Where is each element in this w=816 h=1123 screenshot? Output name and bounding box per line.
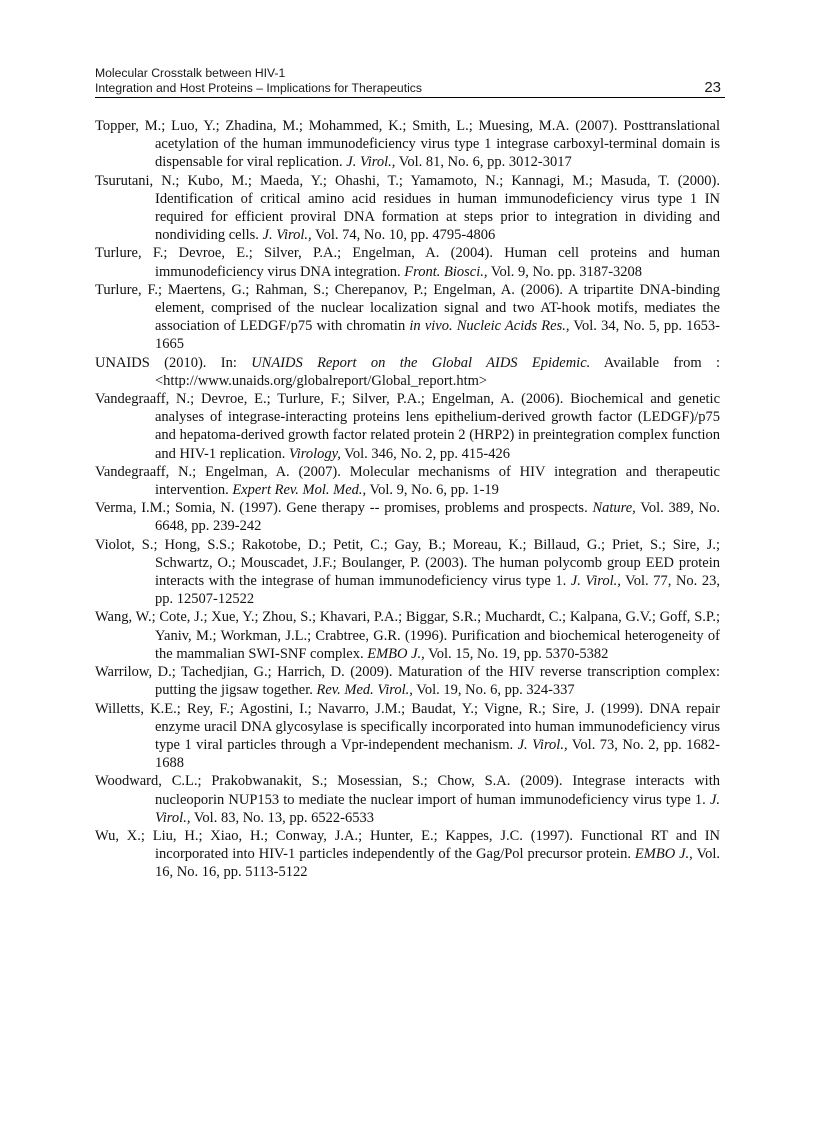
header-title-line-2: Integration and Host Proteins – Implications for Therapeutics: [95, 81, 422, 95]
reference-entry: UNAIDS (2010). In: UNAIDS Report on the Global AIDS Epidemic. Available from : <http://www.unaids.org/globalreport/Global_report.htm>: [95, 354, 720, 389]
reference-entry: Topper, M.; Luo, Y.; Zhadina, M.; Mohammed, K.; Smith, L.; Muesing, M.A. (2007). Posttranslational acetylation of the human immunodeficiency virus type 1 integrase carboxyl-terminal domain is dispensable for viral replication. J. Virol., Vol. 81, No. 6, pp. 3012-3017: [95, 118, 720, 171]
reference-entry: Wu, X.; Liu, H.; Xiao, H.; Conway, J.A.; Hunter, E.; Kappes, J.C. (1997). Functional RT and IN incorporated into HIV-1 particles independently of the Gag/Pol precursor protein. EMBO J., Vol. 16, No. 16, pp. 5113-5122: [95, 827, 721, 881]
page-number: 23: [704, 79, 721, 96]
reference-entry: Vandegraaff, N.; Devroe, E.; Turlure, F.; Silver, P.A.; Engelman, A. (2006). Biochemical and genetic analyses of integrase-interacting proteins lens epithelium-derived growth factor (LEDGF)/p75 and hepatoma-derived growth factor related protein 2 (HRP2) in preintegration complex function and HIV-1 replication. Virology, Vol. 346, No. 2, pp. 415-426: [95, 391, 720, 462]
running-header: [95, 66, 725, 98]
reference-entry: Verma, I.M.; Somia, N. (1997). Gene therapy -- promises, problems and prospects. Nature, Vol. 389, No. 6648, pp. 239-242: [95, 500, 721, 535]
reference-entry: Turlure, F.; Maertens, G.; Rahman, S.; Cherepanov, P.; Engelman, A. (2006). A tripartite DNA-binding element, comprised of the nuclear localization signal and two AT-hook motifs, mediates the association of LEDGF/p75 with chromatin in vivo. Nucleic Acids Res., Vol. 34, No. 5, pp. 1653-1665: [95, 281, 721, 353]
reference-entry: Tsurutani, N.; Kubo, M.; Maeda, Y.; Ohashi, T.; Yamamoto, N.; Kannagi, M.; Masuda, T. (2000). Identification of critical amino acid residues in human immunodeficiency virus type 1 IN required for efficient proviral DNA formation at steps prior to integration in dividing and nondividing cells. J. Virol., Vol. 74, No. 10, pp. 4795-4806: [95, 172, 720, 244]
reference-entry: Willetts, K.E.; Rey, F.; Agostini, I.; Navarro, J.M.; Baudat, Y.; Vigne, R.; Sire, J. (1999). DNA repair enzyme uracil DNA glycosylase is specifically incorporated into human immunodeficiency virus type 1 viral particles through a Vpr-independent mechanism. J. Virol., Vol. 73, No. 2, pp. 1682-1688: [95, 700, 720, 772]
reference-entry: Violot, S.; Hong, S.S.; Rakotobe, D.; Petit, C.; Gay, B.; Moreau, K.; Billaud, G.; Priet, S.; Sire, J.; Schwartz, O.; Mouscadet, J.F.; Boulanger, P. (2003). The human polycomb group EED protein interacts with the integrase of human immunodeficiency virus type 1. J. Virol., Vol. 77, No. 23, pp. 12507-12522: [95, 536, 720, 608]
reference-entry: Warrilow, D.; Tachedjian, G.; Harrich, D. (2009). Maturation of the HIV reverse transcription complex: putting the jigsaw together. Rev. Med. Virol., Vol. 19, No. 6, pp. 324-337: [95, 664, 720, 699]
reference-entry: Vandegraaff, N.; Engelman, A. (2007). Molecular mechanisms of HIV integration and therapeutic intervention. Expert Rev. Mol. Med., Vol. 9, No. 6, pp. 1-19: [95, 463, 720, 499]
reference-entry: Woodward, C.L.; Prakobwanakit, S.; Mosessian, S.; Chow, S.A. (2009). Integrase interacts with nucleoporin NUP153 to mediate the nuclear import of human immunodeficiency virus type 1. J. Virol., Vol. 83, No. 13, pp. 6522-6533: [95, 773, 720, 826]
reference-list: [95, 117, 720, 882]
header-title-line-1: Molecular Crosstalk between HIV-1: [95, 66, 286, 80]
reference-entry: Turlure, F.; Devroe, E.; Silver, P.A.; Engelman, A. (2004). Human cell proteins and human immunodeficiency virus DNA integration. Front. Biosci., Vol. 9, No. pp. 3187-3208: [95, 245, 720, 280]
reference-entry: Wang, W.; Cote, J.; Xue, Y.; Zhou, S.; Khavari, P.A.; Biggar, S.R.; Muchardt, C.; Kalpana, G.V.; Goff, S.P.; Yaniv, M.; Workman, J.L.; Crabtree, G.R. (1996). Purification and biochemical heterogeneity of the mammalian SWI-SNF complex. EMBO J., Vol. 15, No. 19, pp. 5370-5382: [95, 609, 720, 662]
